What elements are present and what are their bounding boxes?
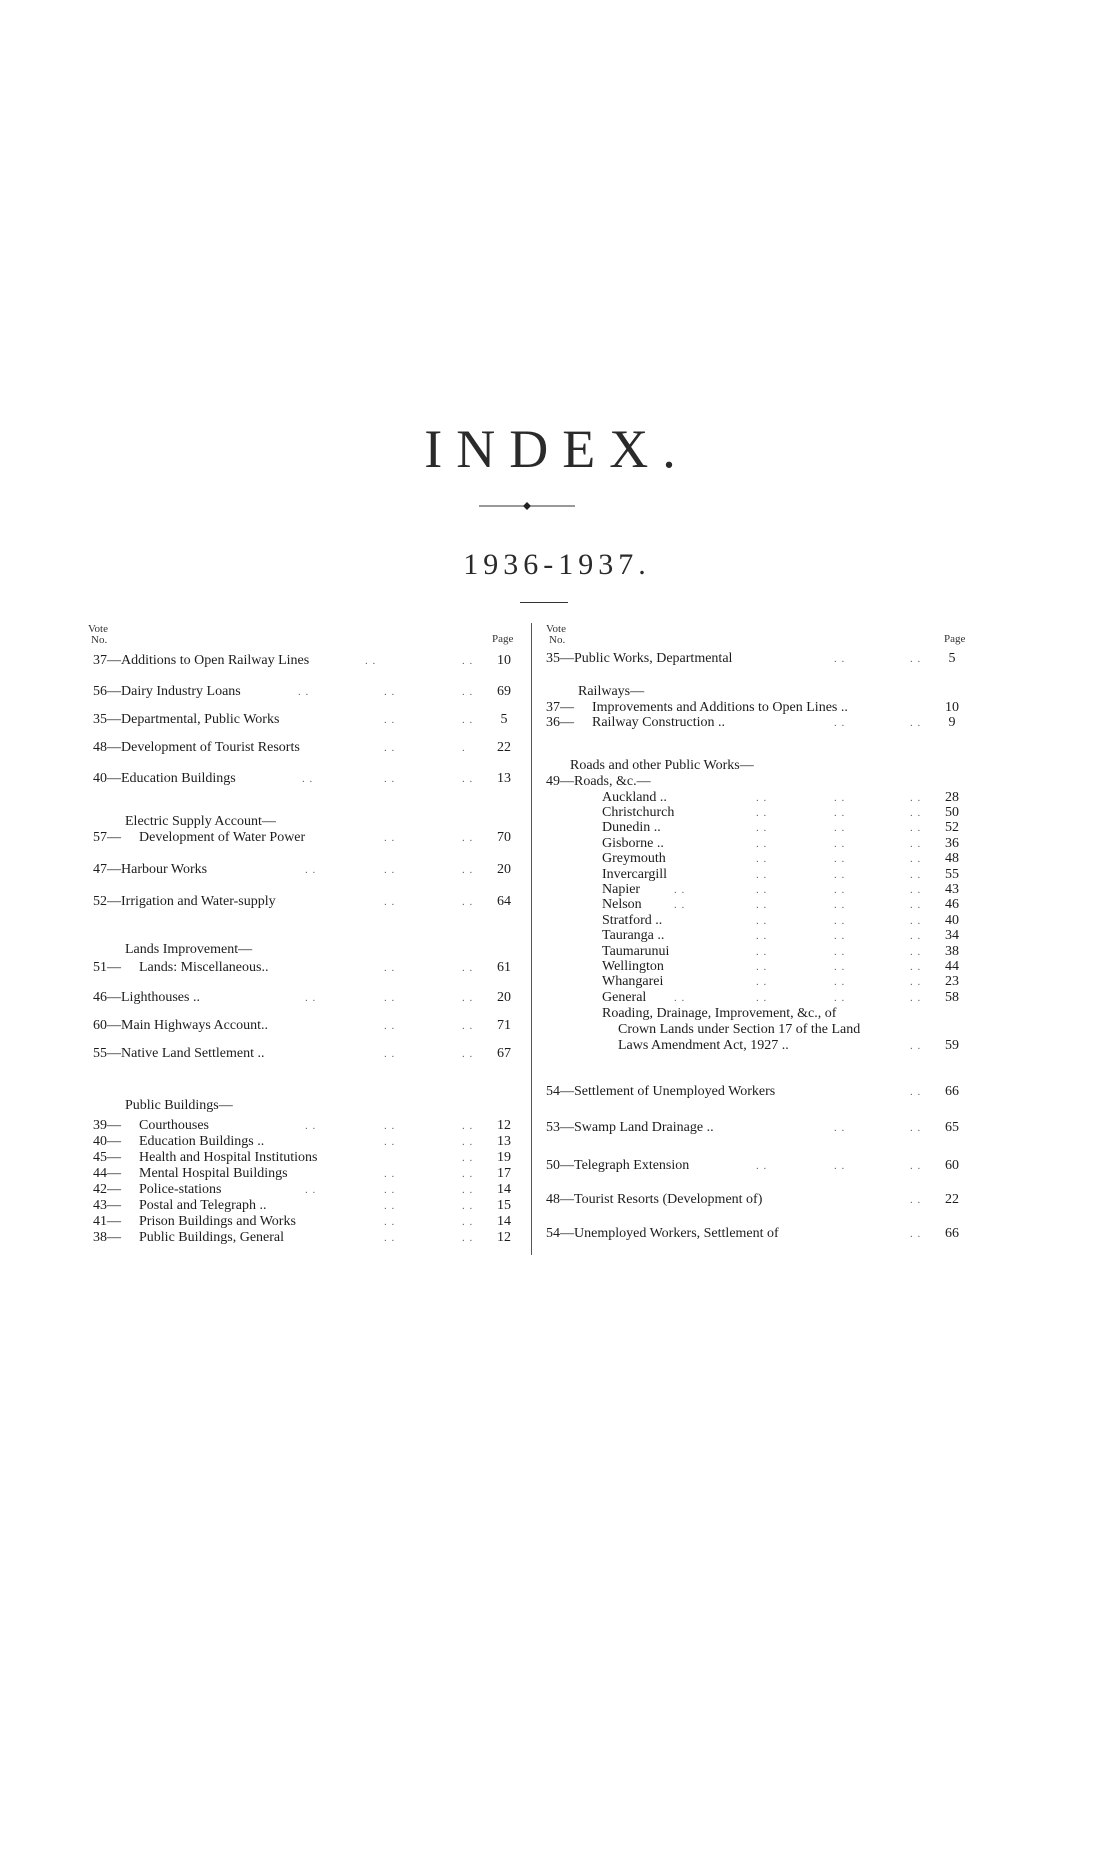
section-heading: Public Buildings— (125, 1098, 233, 1113)
section-heading: Electric Supply Account— (125, 814, 276, 829)
page-header: Page (944, 633, 966, 645)
section-heading: Roads and other Public Works— (570, 758, 754, 773)
vote-header: Vote No. (546, 623, 566, 646)
section-heading: Lands Improvement— (125, 942, 253, 957)
page-header: Page (492, 633, 514, 645)
section-heading: Railways— (578, 684, 645, 699)
page-title: INDEX. (424, 419, 690, 479)
index-page: INDEX. 1936-1937. Vote No. Page 37—Additions to Open Railway Lines . . . . 10 56—Dairy Industry Loans . . . . . . 69 35—Departmental, Public Works . . . . 5 48—Development of Tourist Resorts . . . 22 40—Education Buildings . . . . . . 13 Electric Supply Account— 57— Development of Water Power . . . . 70 47—Harbour Works . . . . . . 20 52—Irrigation and Water-supply . . . . 64 Lands Improvement— 51— Lands: Miscellaneous.. . . . . 61 46—Lighthouses .. . . . . . . 20 60—Main Highways Account.. . . . . 71 55—Native Land Settlement .. . . . . 67 Public Buildings— 39— Courthouses . . . . . . 12 40— Education Buildings .. . . . . 13 45— Health and Hospital Institutions . . 19 44— Mental Hospital Buildings . . . . 17 42— Police-stations . . . . . . 14 43— Postal and Telegraph .. . . . . 15 41— Prison Buildings and Works . . . . 14 38— Public Buildings, General . . . . 12 Vote No. Page 35—Public Works, Departmental . . . . 5 Railways— 37— Improvements and Additions to Open Lines .. 10 36— Railway Construction .. . . . . 9 Roads and other Public Works— 49—Roads, &c.— Auckland .. . . . . . . 28 Christchurch . . . . . . 50 Dunedin .. . . . . . . 52 Gisborne .. . . . . . . 36 Greymouth . . . . . . 48 Invercargill . . . . . . 55 Napier . . . . . . . . 43 Nelson . . . . . . . . 46 Stratford .. . . . . . . 40 Tauranga .. . . . . . . 34 Taumarunui . . . . . . 38 Wellington . . . . . . 44 Whangarei . . . . . . 23 General . . . . . . . . 58 Roading, Drainage, Improvement, &c., of Crown Lands under Section 17 of the Land Laws Amendment Act, 1927 .. . . 59 54—Settlement of Unemployed Workers . . 66 53—Swamp Land Drainage .. . . . . 65 50—Telegraph Extension . . . . . . 60 48—Tourist Resorts (Development of) . . 22 54—Unemployed Workers, Settlement of . . 66 (0, 0, 1114, 1851)
roading-line: Crown Lands under Section 17 of the Land (618, 1022, 861, 1037)
section-subheading: 49—Roads, &c.— (546, 774, 651, 789)
year-underline (520, 602, 568, 603)
year-range: 1936-1937. (463, 548, 651, 581)
title-ornament-rule (477, 500, 577, 512)
vote-header: Vote No. (88, 623, 108, 646)
roading-line: Roading, Drainage, Improvement, &c., of (602, 1006, 837, 1021)
column-divider (531, 623, 532, 1255)
